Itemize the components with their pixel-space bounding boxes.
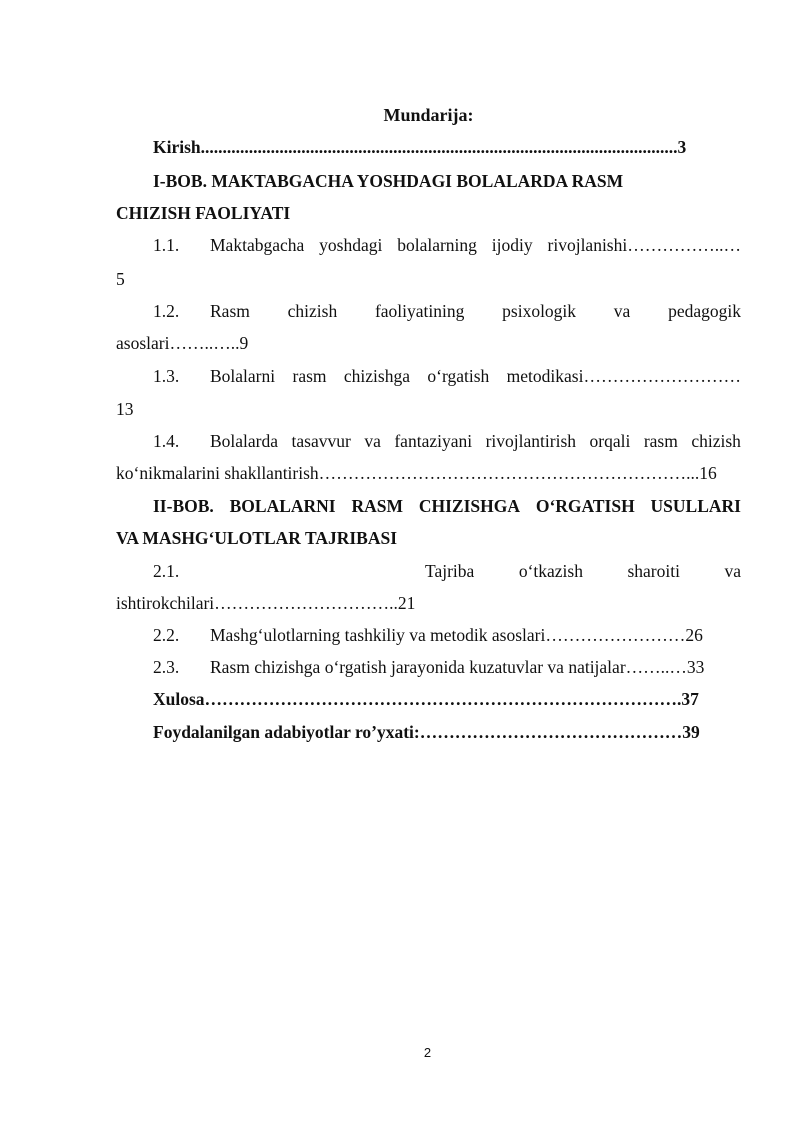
- toc-word: chizishga: [343, 366, 410, 386]
- toc-word: Bolalarda: [210, 431, 279, 451]
- toc-section-1-4: [210, 430, 741, 452]
- toc-section-2-3: Rasm chizishga o‘rgatish jarayonida kuzatuvlar va natijalar……..…33: [210, 657, 705, 677]
- toc-section-continuation: ishtirokchilari…………………………..21: [116, 593, 416, 613]
- toc-section-1-2: [210, 300, 741, 322]
- toc-section-1-3: [210, 365, 741, 387]
- toc-xulosa: Xulosa……………………………………………………………………….37: [153, 689, 699, 709]
- toc-word: o‘tkazish: [518, 561, 583, 581]
- toc-word: Maktabgacha: [210, 235, 305, 255]
- toc-word: O‘RGATISH: [535, 496, 635, 516]
- page-number: 2: [423, 1045, 432, 1060]
- toc-page-number: 13: [116, 399, 134, 419]
- toc-word: USULLARI: [650, 496, 741, 516]
- toc-title: Mundarija:: [383, 105, 474, 125]
- toc-word: BOLALARNI: [229, 496, 336, 516]
- toc-chapter2-line1: [153, 495, 741, 517]
- toc-word: rasm: [292, 366, 327, 386]
- toc-section-number: 1.3.: [153, 366, 180, 386]
- toc-page-number: 5: [116, 269, 125, 289]
- toc-word: o‘rgatish: [427, 366, 490, 386]
- toc-word: Tajriba: [425, 561, 475, 581]
- toc-section-number: 2.3.: [153, 657, 180, 677]
- toc-section-1-1: [210, 234, 741, 256]
- toc-word: faoliyatining: [374, 301, 465, 321]
- toc-section-number: 2.1.: [153, 561, 180, 581]
- toc-word: rivojlanishi……………..…: [547, 235, 741, 255]
- toc-word: va: [364, 431, 381, 451]
- toc-word: fantaziyani: [394, 431, 473, 451]
- toc-section-number: 1.1.: [153, 235, 180, 255]
- toc-word: orqali: [589, 431, 631, 451]
- toc-section-number: 2.2.: [153, 625, 180, 645]
- toc-word: rasm: [643, 431, 678, 451]
- toc-kirish: Kirish.............................................................................................................3: [153, 137, 687, 157]
- toc-word: psixologik: [502, 301, 577, 321]
- toc-chapter2-line2: VA MASHG‘ULOTLAR TAJRIBASI: [116, 528, 398, 548]
- toc-word: RASM: [351, 496, 403, 516]
- toc-word: va: [724, 561, 741, 581]
- toc-word: chizish: [691, 431, 741, 451]
- toc-word: pedagogik: [668, 301, 741, 321]
- toc-word: CHIZISHGA: [418, 496, 520, 516]
- toc-section-number: 1.2.: [153, 301, 180, 321]
- toc-section-2-2: Mashg‘ulotlarning tashkiliy va metodik asoslari……………………26: [210, 625, 703, 645]
- toc-word: ijodiy: [491, 235, 533, 255]
- toc-section-continuation: ko‘nikmalarini shakllantirish………………………………………………………...16: [116, 463, 717, 483]
- toc-word: sharoiti: [627, 561, 680, 581]
- toc-chapter1-line1: I-BOB. MAKTABGACHA YOSHDAGI BOLALARDA RASM: [153, 171, 624, 191]
- toc-adabiyotlar: Foydalanilgan adabiyotlar ro’yxati:………………………………………39: [153, 722, 700, 742]
- toc-section-continuation: asoslari……..…..9: [116, 333, 249, 353]
- toc-chapter1-line2: CHIZISH FAOLIYATI: [116, 203, 291, 223]
- toc-word: chizish: [287, 301, 338, 321]
- toc-word: yoshdagi: [319, 235, 383, 255]
- toc-word: metodikasi………………………: [506, 366, 741, 386]
- toc-word: Bolalarni: [210, 366, 276, 386]
- toc-word: II-BOB.: [153, 496, 214, 516]
- toc-word: va: [613, 301, 631, 321]
- toc-word: bolalarning: [397, 235, 477, 255]
- toc-word: Rasm: [210, 301, 250, 321]
- toc-word: tasavvur: [291, 431, 351, 451]
- toc-word: rivojlantirish: [485, 431, 576, 451]
- toc-section-2-1: [425, 560, 741, 582]
- toc-section-number: 1.4.: [153, 431, 180, 451]
